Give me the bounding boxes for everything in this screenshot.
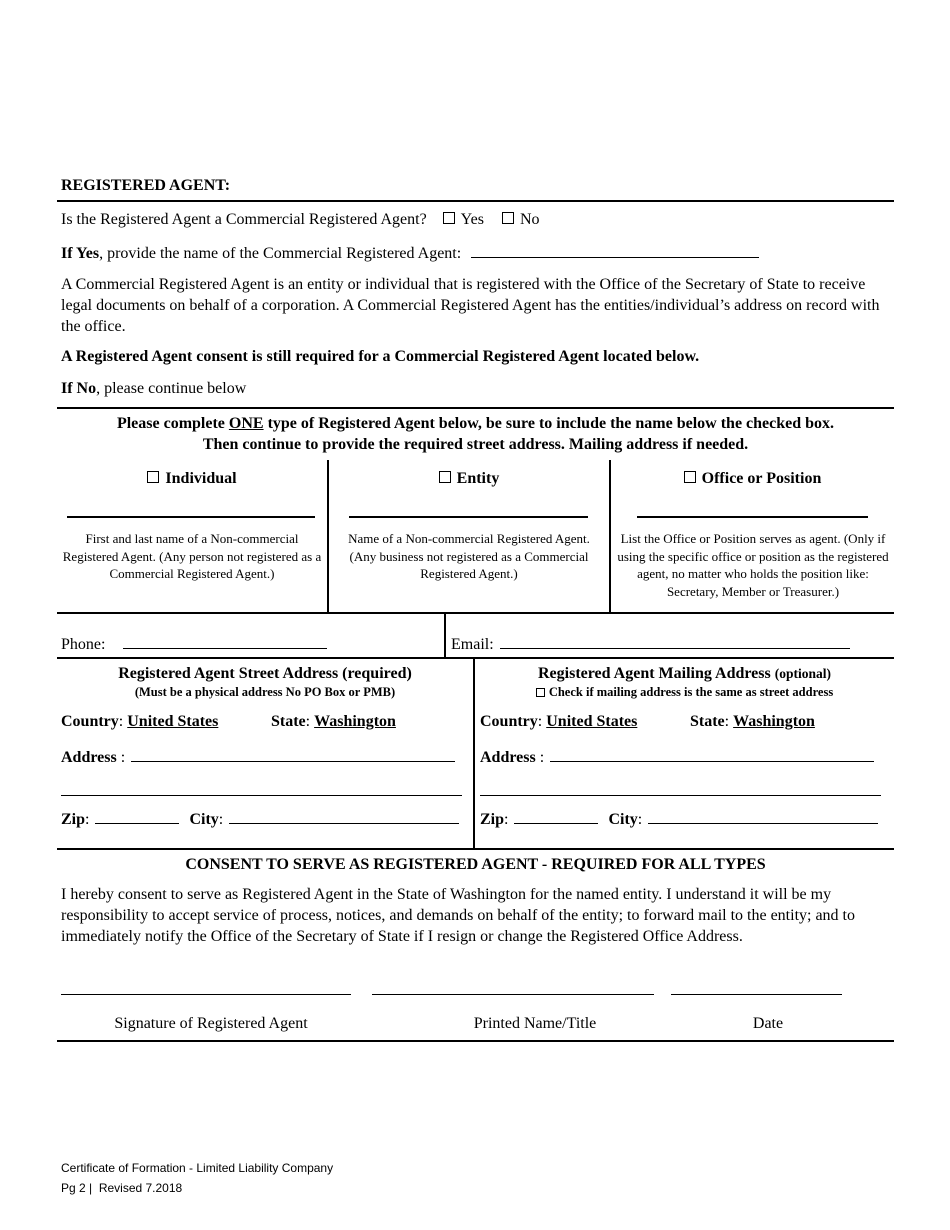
agent-type-individual [57, 468, 327, 489]
divider [57, 612, 894, 614]
consent-note: A Registered Agent consent is still required for a Commercial Registered Agent located below. [61, 348, 700, 365]
instructions [57, 413, 894, 455]
street-state-value[interactable]: Washington [314, 713, 396, 730]
phone-field[interactable] [123, 634, 327, 649]
yes-checkbox[interactable] [443, 212, 455, 224]
agent-type-office [611, 468, 894, 489]
mailing-same-checkbox[interactable] [536, 688, 545, 697]
divider [57, 657, 894, 659]
instructions-line2: Then continue to provide the required street address. Mailing address if needed. [202, 436, 749, 453]
mailing-country-row: Country: United States [480, 713, 638, 730]
street-address-label: Address [61, 749, 117, 766]
street-state-label: State [271, 713, 306, 730]
mailing-country-value[interactable]: United States [546, 713, 638, 730]
mailing-address-optional: (optional) [774, 666, 831, 681]
if-yes-lead: If Yes [61, 245, 100, 262]
street-state-row: State: Washington [271, 713, 396, 730]
mailing-address-title-text: Registered Agent Mailing Address [537, 665, 771, 682]
divider [57, 200, 894, 202]
phone-row [61, 634, 327, 655]
mailing-state-row: State: Washington [690, 713, 815, 730]
individual-label: Individual [165, 470, 237, 487]
email-label: Email: [451, 636, 494, 653]
street-country-row: Country: United States [61, 713, 219, 730]
divider [57, 407, 894, 409]
commercial-description: A Commercial Registered Agent is an entity or individual that is registered with the Office of the Secretary of State to receive legal documents on behalf of a corporation. A Commercial Registered Agent has the entities/individual’s address on record with the office. [61, 276, 880, 335]
individual-checkbox[interactable] [147, 471, 159, 483]
printed-name-label: Printed Name/Title [473, 1015, 597, 1032]
mailing-state-value[interactable]: Washington [733, 713, 815, 730]
phone-label: Phone: [61, 636, 106, 653]
street-zip-label: Zip [61, 811, 86, 828]
mailing-address-title [475, 663, 894, 684]
footer [61, 1158, 333, 1198]
mailing-zip-field[interactable] [514, 809, 598, 824]
date-field[interactable] [671, 994, 842, 995]
mailing-country-label: Country [480, 713, 538, 730]
agent-type-entity [329, 468, 609, 489]
if-yes-text: , provide the name of the Commercial Registered Agent: [99, 245, 462, 262]
mailing-address-row: Address : [480, 747, 874, 768]
street-address-row: Address : [61, 747, 455, 768]
footer-page-row: Pg 2 | Revised 7.2018 [61, 1181, 183, 1195]
if-yes-line [61, 243, 759, 264]
instructions-one: ONE [228, 415, 264, 432]
street-zip-city-row: Zip: City: [61, 809, 459, 830]
if-no-text: , please continue below [96, 380, 247, 397]
divider [57, 1040, 894, 1042]
street-address-line2[interactable] [61, 795, 462, 796]
entity-name-field[interactable] [349, 516, 588, 518]
commercial-agent-name-field[interactable] [471, 243, 759, 258]
instructions-part2: type of Registered Agent below, be sure to include the name below the checked box. [263, 415, 835, 432]
if-no-line [61, 378, 246, 399]
consent-title: CONSENT TO SERVE AS REGISTERED AGENT - REQUIRED FOR ALL TYPES [185, 856, 766, 873]
mailing-zip-city-row: Zip: City: [480, 809, 878, 830]
mailing-same-check-row [475, 684, 894, 700]
consent-text: I hereby consent to serve as Registered Agent in the State of Washington for the named entity. I understand it will be my responsibility to accept service of process, notices, and demands on behalf of the entity; to forward mail to the entity; and to immediately notify the Office of the Secretary of State if I resign or change the Registered Office Address. [61, 886, 855, 945]
email-row [451, 634, 850, 655]
mailing-state-label: State [690, 713, 725, 730]
office-label: Office or Position [701, 470, 822, 487]
mailing-address-field[interactable] [550, 747, 874, 762]
street-city-field[interactable] [229, 809, 459, 824]
individual-name-field[interactable] [67, 516, 315, 518]
commercial-question [61, 209, 540, 230]
signature-label: Signature of Registered Agent [114, 1015, 308, 1032]
footer-title: Certificate of Formation - Limited Liability Company [61, 1161, 334, 1175]
printed-name-field[interactable] [372, 994, 654, 995]
office-checkbox[interactable] [684, 471, 696, 483]
no-label: No [519, 211, 540, 228]
signature-field[interactable] [61, 994, 351, 995]
section-title: REGISTERED AGENT: [61, 177, 231, 194]
office-description: List the Office or Position serves as agent. (Only if using the specific office or position as the registered agent, no matter who holds the position like: Secretary, Member or Treasurer.) [617, 531, 889, 599]
entity-checkbox[interactable] [439, 471, 451, 483]
office-name-field[interactable] [637, 516, 868, 518]
column-divider [444, 614, 446, 658]
street-zip-field[interactable] [95, 809, 179, 824]
footer-page: Pg 2 [61, 1181, 86, 1195]
individual-description: First and last name of a Non-commercial Registered Agent. (Any person not registered as a Commercial Registered Agent.) [62, 531, 322, 581]
mailing-city-field[interactable] [648, 809, 878, 824]
entity-label: Entity [456, 470, 500, 487]
mailing-address-line2[interactable] [480, 795, 881, 796]
street-address-title: Registered Agent Street Address (required) [118, 665, 412, 682]
if-no-lead: If No [61, 380, 97, 397]
email-field[interactable] [500, 634, 850, 649]
street-address-field[interactable] [131, 747, 455, 762]
no-checkbox[interactable] [502, 212, 514, 224]
street-address-subtitle: (Must be a physical address No PO Box or PMB) [134, 685, 396, 699]
mailing-address-label: Address [480, 749, 536, 766]
divider [57, 848, 894, 850]
street-city-label: City [189, 811, 219, 828]
yes-label: Yes [460, 211, 484, 228]
date-label: Date [752, 1015, 784, 1032]
street-country-label: Country [61, 713, 119, 730]
footer-revised: Revised 7.2018 [98, 1181, 183, 1195]
commercial-question-text: Is the Registered Agent a Commercial Registered Agent? [61, 211, 427, 228]
mailing-zip-label: Zip [480, 811, 505, 828]
mailing-city-label: City [608, 811, 638, 828]
entity-description: Name of a Non-commercial Registered Agent. (Any business not registered as a Commercial Registered Agent.) [348, 531, 590, 581]
street-country-value[interactable]: United States [127, 713, 219, 730]
mailing-address-subtitle: Check if mailing address is the same as street address [548, 685, 834, 699]
instructions-part1: Please complete [116, 415, 229, 432]
